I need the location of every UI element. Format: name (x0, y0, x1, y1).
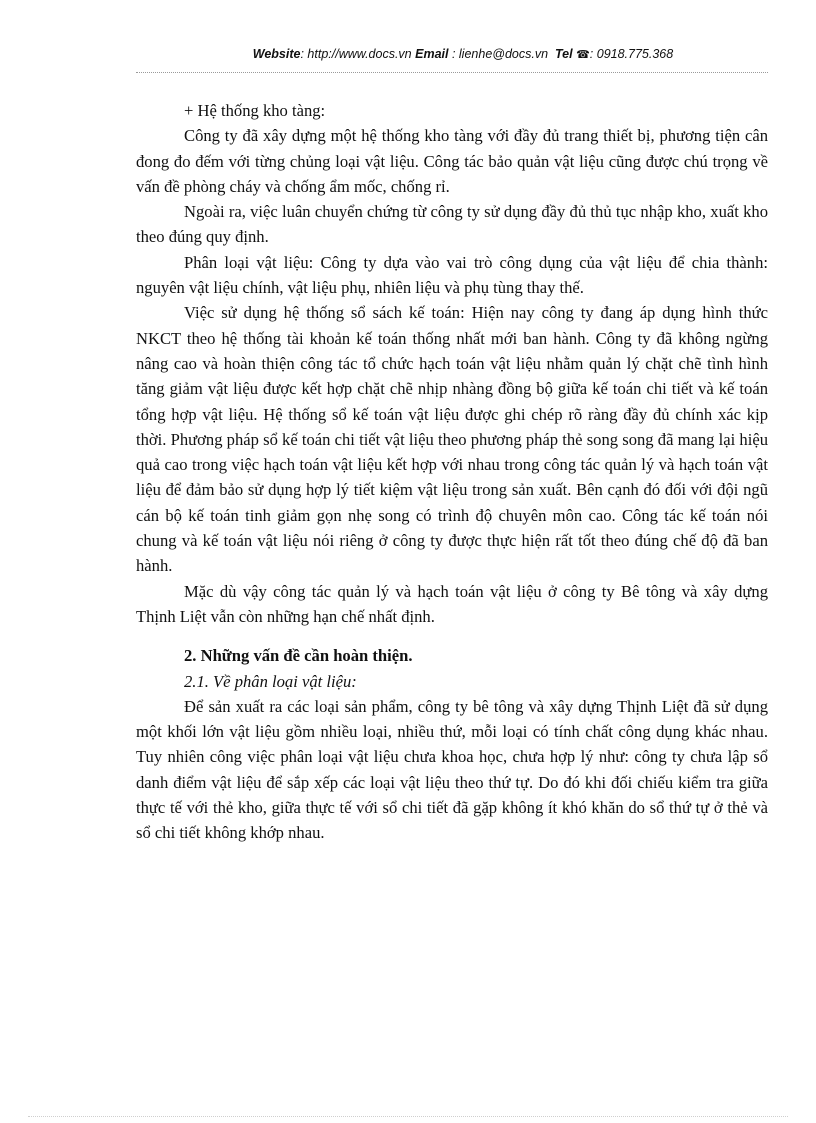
email-label: Email (415, 47, 449, 61)
website-label: Website (252, 47, 301, 61)
paragraph-classification-issues: Để sản xuất ra các loại sản phẩm, công ty bê tông và xây dựng Thịnh Liệt đã sử dụng một khối lớn vật liệu gồm nhiều loại, nhiều thứ, mỗi loại có tính chất công dụng khác nhau. Tuy nhiên công việc phân loại vật liệu chưa khoa học, chưa hợp lý như: công ty chưa lập sổ danh điểm vật liệu để sắp xếp các loại vật liệu theo thứ tự. Do đó khi đối chiếu kiểm tra giữa thực tế với thẻ kho, giữa thực tế với sổ chi tiết đã gặp không ít khó khăn do sổ thứ tự ở thẻ và sổ chi tiết không khớp nhau. (136, 696, 768, 843)
paragraph-limitations: Mặc dù vậy công tác quản lý và hạch toán vật liệu ở công ty Bê tông và xây dựng Thịnh Liệt vẫn còn những hạn chế nhất định. (136, 581, 768, 626)
website-separator: : (300, 47, 308, 61)
footer-divider (28, 1116, 788, 1117)
document-body (136, 98, 768, 846)
paragraph-warehouse-system: Công ty đã xây dựng một hệ thống kho tàng với đầy đủ trang thiết bị, phương tiện cân đong đo đếm với từng chủng loại vật liệu. Công tác bảo quản vật liệu cũng được chú trọng về vấn đề phòng cháy và chống ẩm mốc, chống rỉ. (136, 126, 768, 196)
phone-icon: ☎ (576, 49, 590, 61)
tel-separator: : (589, 47, 597, 61)
section-heading: 2. Những vấn đề cần hoàn thiện. (184, 646, 413, 666)
paragraph-accounting-books: Việc sử dụng hệ thống sổ sách kế toán: Hiện nay công ty đang áp dụng hình thức NKCT theo hệ thống tài khoản kế toán thống nhất mới ban hành. Công ty đã không ngừng nâng cao và hoàn thiện công tác tổ chức hạch toán vật liệu nhằm quản lý chặt chẽ tình hình tăng giảm vật liệu được kết hợp chặt chẽ nhịp nhàng đồng bộ giữa kế toán chi tiết và kế toán tổng hợp vật liệu. Hệ thống sổ kế toán vật liệu được ghi chép rõ ràng đầy đủ chính xác kịp thời. Phương pháp sổ kế toán chi tiết vật liệu theo phương pháp thẻ song song đã mang lại hiệu quả cao trong việc hạch toán vật liệu kết hợp với nhau trong công tác quản lý và hạch toán vật liệu để đảm bảo sử dụng hợp lý tiết kiệm vật liệu trong sản xuất. Bên cạnh đó đối với đội ngũ cán bộ kế toán tinh giảm gọn nhẹ song có trình độ chuyên môn cao. Công tác kế toán nói chung và kế toán vật liệu nói riêng ở công ty được thực hiện rất tốt theo đúng chế độ đã ban hành. (136, 303, 768, 576)
subsection-heading: 2.1. Về phân loại vật liệu: (184, 671, 357, 691)
tel-number: 0918.775.368 (596, 47, 674, 61)
email-link[interactable]: lienhe@docs.vn (458, 47, 549, 61)
paragraph-document-flow: Ngoài ra, việc luân chuyển chứng từ công ty sử dụng đầy đủ thủ tục nhập kho, xuất kho theo đúng quy định. (136, 202, 768, 247)
paragraph-warehouse-heading: + Hệ thống kho tàng: (184, 101, 326, 120)
website-link[interactable]: http://www.docs.vn (307, 47, 412, 61)
email-separator: : (448, 47, 459, 61)
tel-label: Tel (555, 47, 573, 61)
paragraph-material-classification: Phân loại vật liệu: Công ty dựa vào vai trò công dụng của vật liệu để chia thành: nguyên vật liệu chính, vật liệu phụ, nhiên liệu và phụ tùng thay thế. (136, 252, 768, 298)
page-header (0, 47, 816, 61)
header-divider (136, 72, 768, 73)
